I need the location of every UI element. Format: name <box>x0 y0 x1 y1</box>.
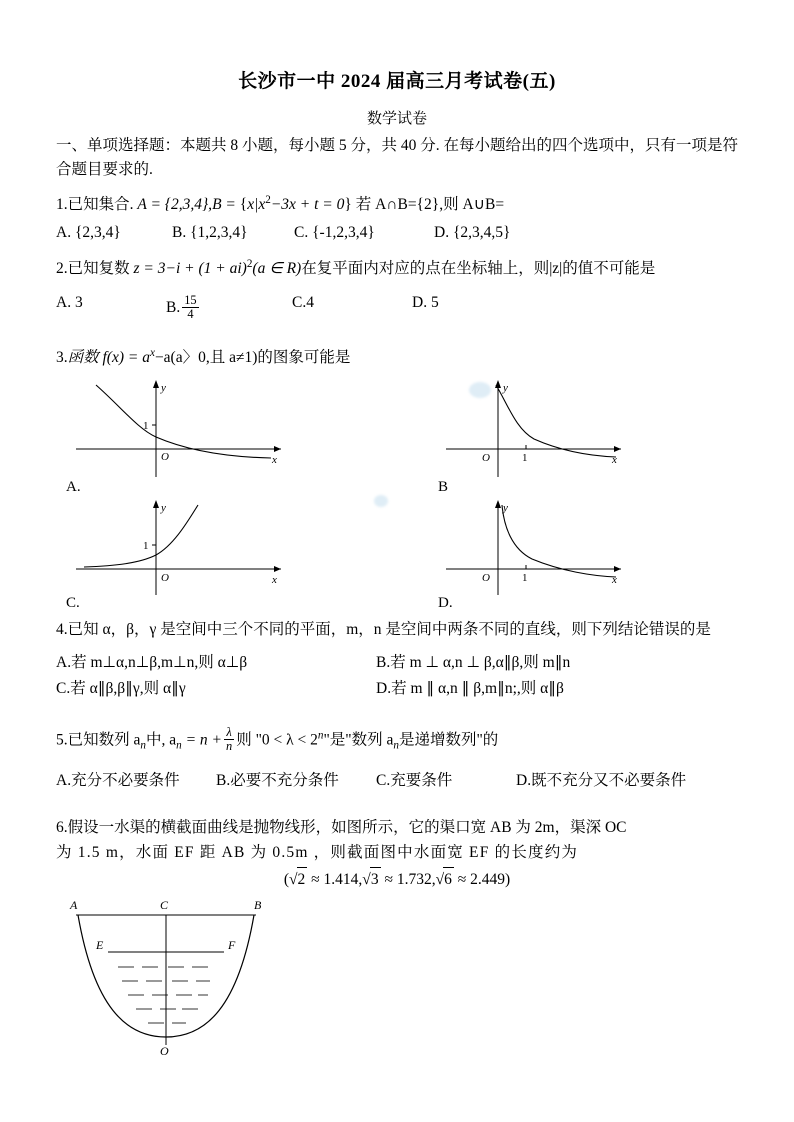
q5-option-a: A.充分不必要条件 <box>56 771 180 789</box>
q1-stem-pre: 已知集合. <box>67 196 134 214</box>
question-6 <box>56 816 738 893</box>
q4-options <box>56 650 738 703</box>
svg-text:1: 1 <box>143 419 149 432</box>
svg-text:x: x <box>272 453 277 466</box>
q5-stem-b: 中, a <box>145 731 177 749</box>
q1-options <box>56 224 738 242</box>
graph-d <box>416 497 666 611</box>
q5-stem-a: 已知数列 a <box>67 731 141 749</box>
sqrt-3-icon: √3 <box>362 871 380 888</box>
q2-option-b: B. $\frac{15}{4}$ <box>166 292 197 321</box>
q2-option-c: C.4 <box>292 293 314 311</box>
q6-figure <box>56 897 738 1057</box>
q2-z-exp: 2 <box>246 257 253 270</box>
q1-option-d: D. {2,3,4,5} <box>434 223 511 241</box>
svg-text:C: C <box>160 898 169 913</box>
q2-option-a: A. 3 <box>56 293 83 311</box>
q5-option-b: B.必要不充分条件 <box>216 771 339 789</box>
q3-graph-figures <box>56 377 738 612</box>
q2-option-d: D. 5 <box>412 293 439 311</box>
graph-c <box>66 497 316 611</box>
graph-a-label: A. <box>66 478 81 495</box>
q2-options <box>56 294 738 321</box>
q2-stem-b: 在复平面内对应的点在坐标轴上，则|z|的值不可能是 <box>301 260 656 278</box>
svg-text:1: 1 <box>522 451 528 464</box>
q5-stem-c: = n + <box>181 731 222 749</box>
question-1 <box>56 192 738 218</box>
svg-text:O: O <box>160 1044 169 1058</box>
svg-text:x: x <box>612 453 617 466</box>
q1-option-c: C. {-1,2,3,4} <box>294 223 375 241</box>
q5-sub-2: n <box>176 739 182 752</box>
page-title: 长沙市一中 2024 届高三月考试卷(五) <box>238 71 556 92</box>
svg-text:1: 1 <box>522 571 528 584</box>
svg-text:O: O <box>482 571 490 584</box>
q1-set-b: B = <box>212 196 236 214</box>
page-content <box>56 56 738 1057</box>
question-5 <box>56 726 738 755</box>
q2-z-cond: (a ∈ R) <box>252 260 302 278</box>
q5-number: 5. <box>56 731 68 749</box>
q6-line-2: 为 1.5 m，水面 EF 距 AB 为 0.5m ，则截面图中水面宽 EF 的长度约为 <box>56 843 579 861</box>
q1-option-b: B. {1,2,3,4} <box>172 223 248 241</box>
graph-b-label: B <box>438 478 449 495</box>
question-4 <box>56 618 738 643</box>
q5-fraction: $\frac{\lambda}{n}$ <box>225 725 233 754</box>
q1-set-a: A = {2,3,4}, <box>137 196 213 214</box>
q5-stem-e: "是"数列 a <box>323 731 394 749</box>
q3-stem: 函数 $f(x) = a^x-a(a$〉0,且 a≠1)的图象可能是 <box>67 346 351 367</box>
question-3 <box>56 345 738 371</box>
sqrt-2-icon: √2 <box>289 871 307 888</box>
q1-option-a: A. {2,3,4} <box>56 223 121 241</box>
q3-number: 3. <box>56 349 68 367</box>
q2-z: z = 3−i + (1 + ai) <box>133 260 247 278</box>
q5-option-d: D.既不充分又不必要条件 <box>516 771 687 789</box>
q2-number: 2. <box>56 260 68 278</box>
svg-text:x: x <box>612 573 617 586</box>
graph-d-label: D. <box>438 594 453 611</box>
svg-text:O: O <box>161 450 169 463</box>
q4-option-a: A.若 m⊥α,n⊥β,m⊥n,则 α⊥β <box>56 653 248 671</box>
svg-text:x: x <box>272 573 277 586</box>
q4-option-b: B.若 m ⊥ α,n ⊥ β,α∥β,则 m∥n <box>376 653 571 671</box>
q5-options <box>56 768 738 790</box>
q2-stem-a: 已知复数 <box>67 260 130 278</box>
sqrt-6-icon: √6 <box>436 871 454 888</box>
svg-text:y: y <box>503 381 508 394</box>
scan-smudge-2 <box>374 495 388 507</box>
svg-text:B: B <box>254 898 262 913</box>
q4-option-d: D.若 m ∥ α,n ∥ β,m∥n;,则 α∥β <box>376 680 564 698</box>
svg-text:F: F <box>228 938 236 953</box>
q6-line-3: (√2 ≈ 1.414,√3 ≈ 1.732,√6 ≈ 2.449) <box>56 867 738 893</box>
q6-number: 6. <box>56 818 68 836</box>
q4-stem: 已知 α，β，γ 是空间中三个不同的平面，m，n 是空间中两条不同的直线，则下列结论错误的是 <box>67 620 711 638</box>
q6-line-1: 假设一水渠的横截面曲线是抛物线形，如图所示，它的渠口宽 AB 为 2m，渠深 OC <box>67 818 627 836</box>
svg-text:O: O <box>482 451 490 464</box>
svg-text:y: y <box>161 501 166 514</box>
q1-stem-mid: 若 A∩B={2},则 A∪B= <box>355 196 505 214</box>
svg-text:y: y <box>161 381 166 394</box>
question-2 <box>56 256 738 282</box>
graph-a <box>66 377 316 495</box>
page-subtitle: 数学试卷 <box>366 111 427 127</box>
q4-number: 4. <box>56 620 68 638</box>
graph-b <box>416 377 666 495</box>
q5-stem-exp: n <box>317 729 324 742</box>
svg-text:1: 1 <box>143 539 149 552</box>
section-instruction: 一、单项选择题：本题共 8 小题，每小题 5 分，共 40 分. 在每小题给出的四个选项中，只有一项是符合题目要求的. <box>56 137 739 179</box>
q5-sub-3: n <box>393 739 399 752</box>
q5-sub-1: n <box>140 739 146 752</box>
q4-option-c: C.若 α∥β,β∥γ,则 α∥γ <box>56 680 186 698</box>
q1-set-brace: $\{x|x^2-3x + t = 0\}$ <box>239 194 352 214</box>
svg-text:E: E <box>96 938 104 953</box>
svg-text:O: O <box>161 571 169 584</box>
q5-stem-d: 则 "0 < λ < 2 <box>236 731 318 749</box>
q1-number: 1. <box>56 196 68 214</box>
svg-text:y: y <box>503 501 508 514</box>
q5-stem-f: 是递增数列"的 <box>398 731 499 749</box>
graph-c-label: C. <box>66 594 80 611</box>
q5-option-c: C.充要条件 <box>376 771 453 789</box>
svg-text:A: A <box>70 898 78 913</box>
